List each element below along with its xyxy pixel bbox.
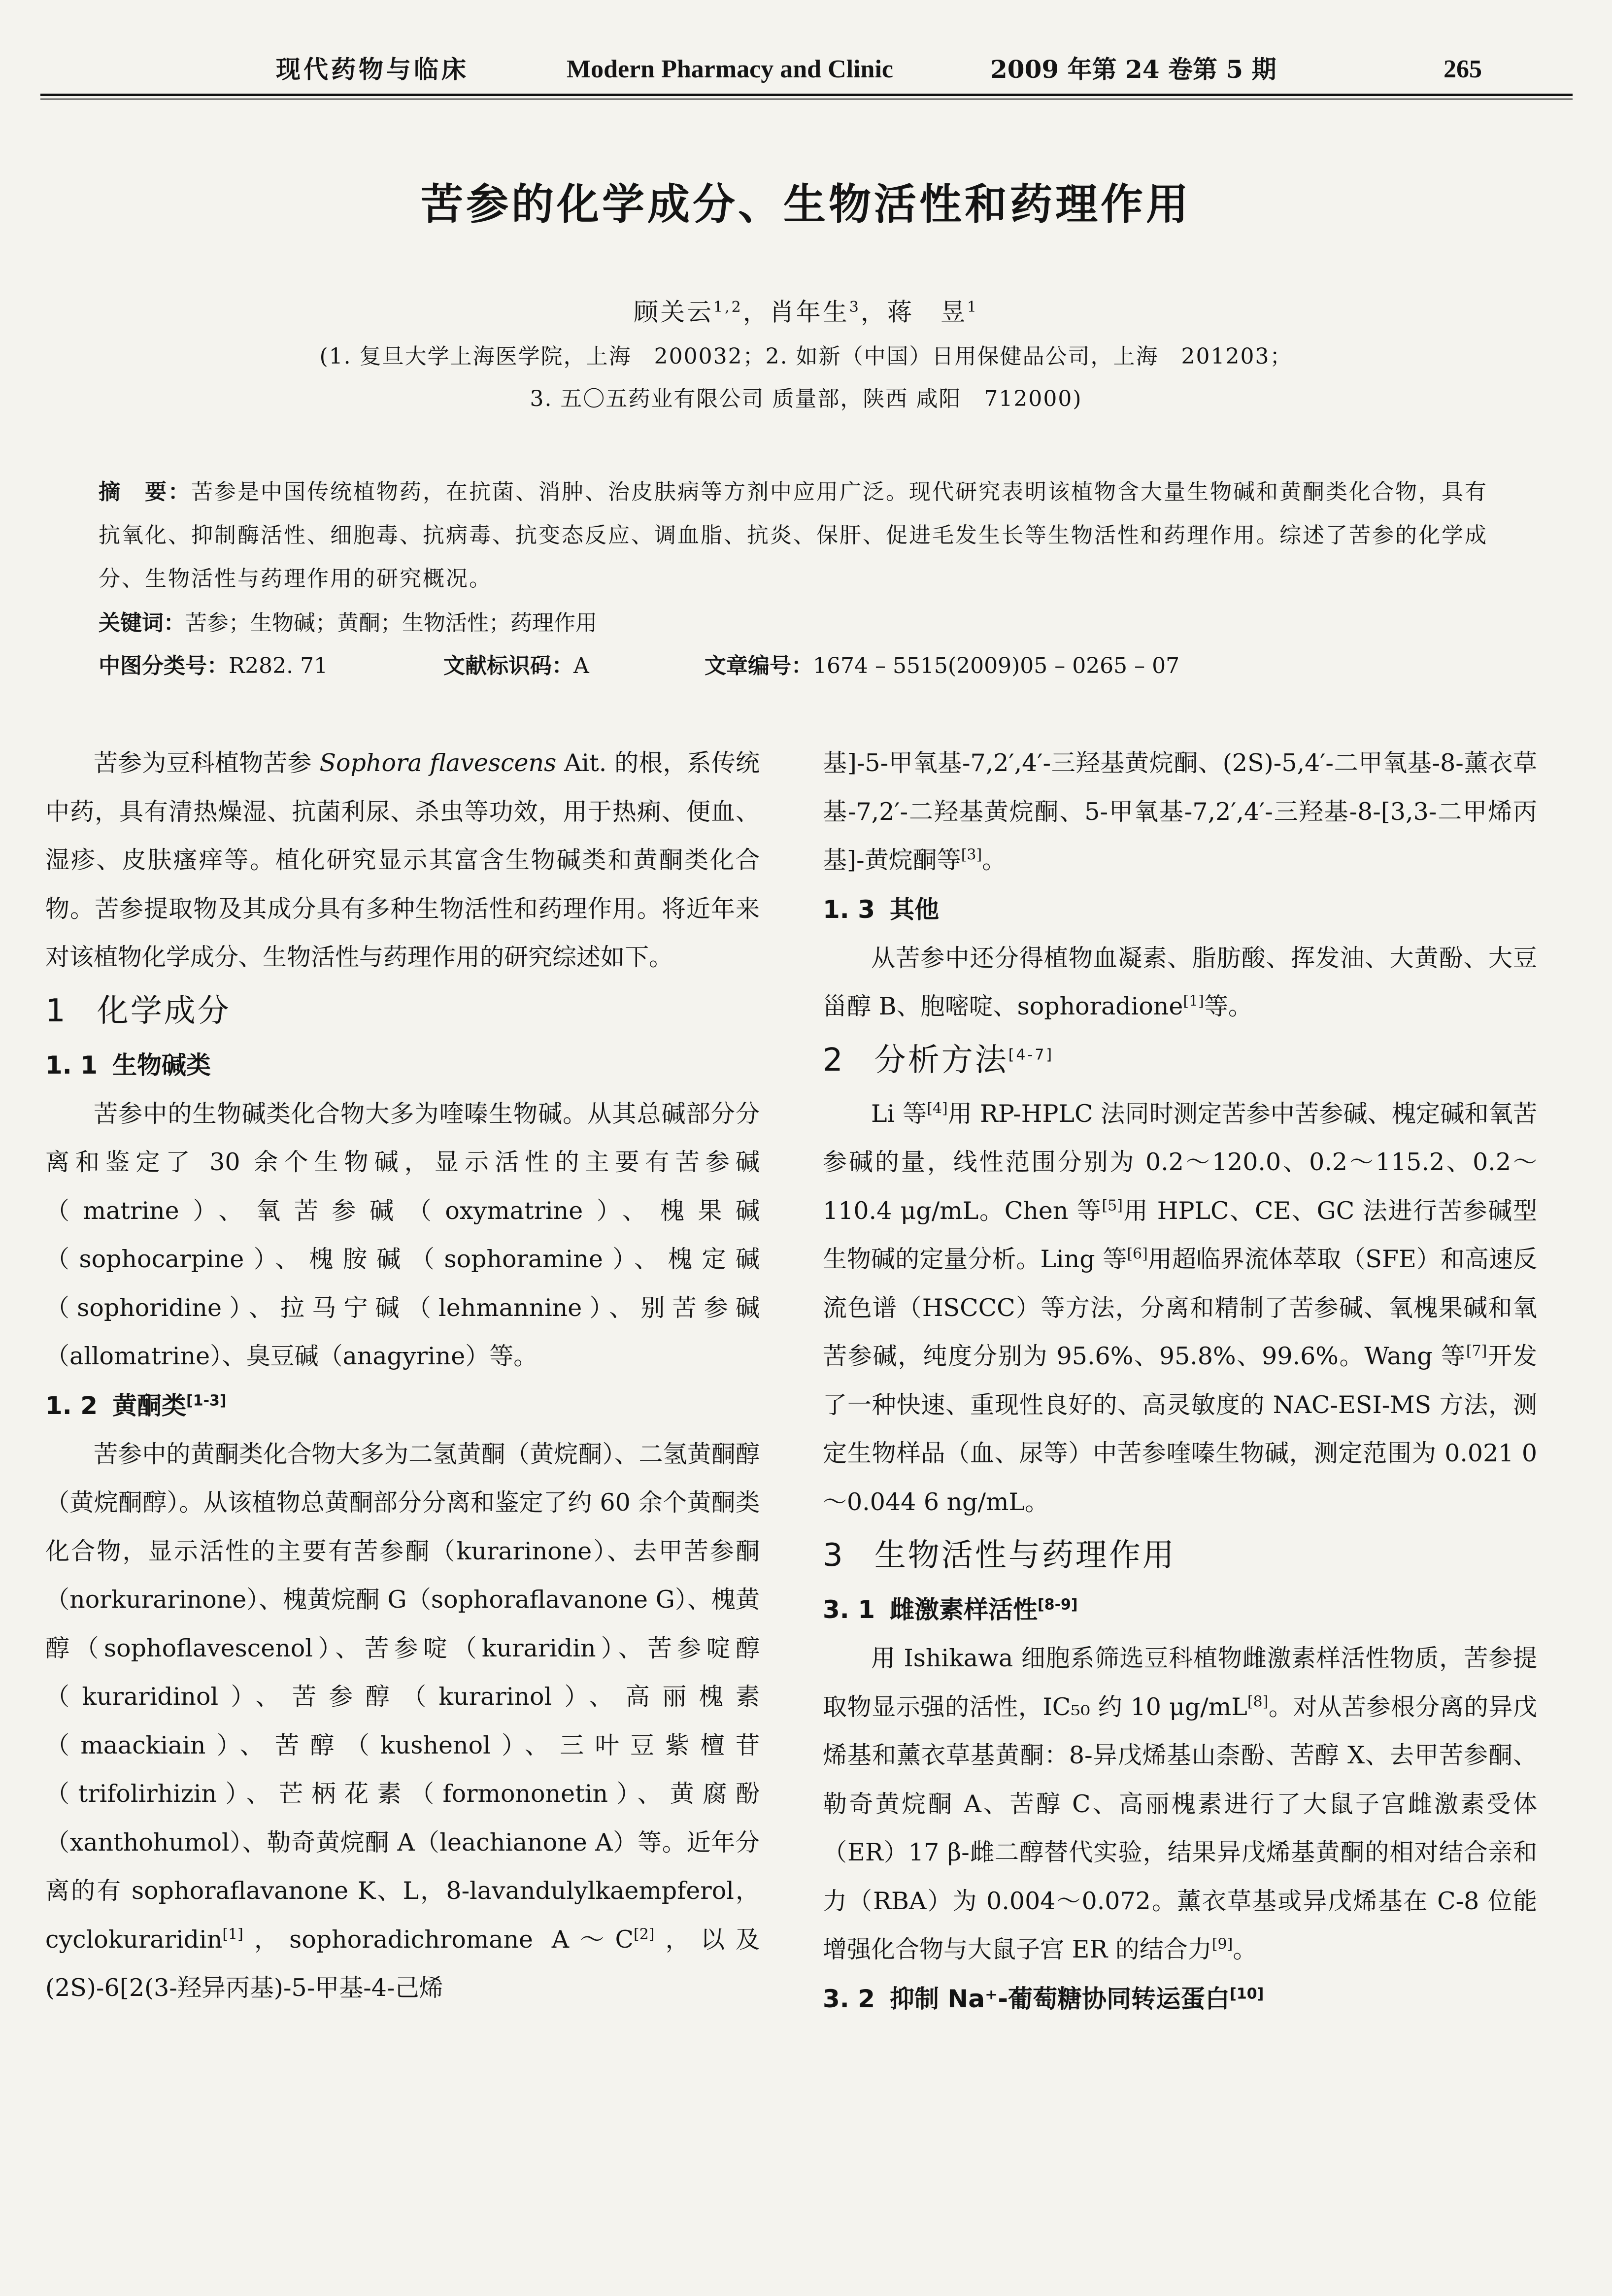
citation: [1-3]	[186, 1391, 227, 1409]
citation: [9]	[1211, 1935, 1233, 1953]
journal-name-en: Modern Pharmacy and Clinic	[567, 55, 893, 83]
citation: [8]	[1247, 1693, 1269, 1711]
citation: [10]	[1230, 1985, 1264, 2002]
author-name: 蒋 昱	[887, 298, 967, 327]
keywords	[99, 604, 1493, 643]
abstract-label: 摘 要：	[99, 479, 191, 505]
keywords-text: 苦参；生物碱；黄酮；生物活性；药理作用	[185, 610, 597, 636]
section-heading: 1 化学成分	[45, 992, 231, 1029]
affiliation-line-2: 3. 五〇五药业有限公司 质量部，陕西 咸阳 712000)	[530, 386, 1082, 411]
body-column-right	[823, 739, 1537, 2024]
author-affil-mark: 1,2	[713, 299, 743, 316]
clc-number	[99, 646, 328, 686]
clc-label: 中图分类号：	[99, 653, 229, 678]
keywords-label: 关键词：	[99, 610, 185, 636]
species-name: Sophora flavescens	[319, 749, 557, 777]
body-paragraph: Li 等[4]用 RP-HPLC 法同时测定苦参中苦参碱、槐定碱和氧苦参碱的量，线性范围分别为 0.2～120.0、0.2～115.2、0.2～110.4 μg/mL。Chen 等[5]用 HPLC、CE、GC 法进行苦参碱型生物碱的定量分析。Ling 等[6]用超临界流体萃取（SFE）和高速反流色谱（HSCCC）等方法，分离和精制了苦参碱、氧槐果碱和氧苦参碱，纯度分别为 95.6%、95.8%、99.6%。Wang 等[7]开发了一种快速、重现性良好的、高灵敏度的 NAC-ESI-MS 方法，测定生物样品（血、尿等）中苦参喹嗪生物碱，测定范围为 0.021 0～0.044 6 ng/mL。	[823, 1099, 1537, 1516]
document-code	[443, 646, 589, 686]
abstract	[99, 471, 1493, 601]
journal-name-cn: 现代药物与临床	[276, 55, 469, 84]
body-paragraph: 基]-5-甲氧基-7,2′,4′-三羟基黄烷酮、(2S)-5,4′-二甲氧基-8-薰衣草基-7,2′-二羟基黄烷酮、5-甲氧基-7,2′,4′-三羟基-8-[3,3-二甲烯丙基]-黄烷酮等[3]。	[823, 749, 1537, 874]
header-rule-thin	[40, 99, 1573, 100]
body-column-left	[45, 739, 760, 2013]
document-code-value: A	[573, 653, 589, 678]
citation: [6]	[1127, 1245, 1148, 1263]
article-number-label: 文章编号：	[705, 653, 813, 678]
clc-value: R282. 71	[229, 653, 328, 678]
citation: [1]	[1183, 992, 1204, 1010]
section-heading: 2 分析方法[4-7]	[823, 1042, 1054, 1079]
subsection-heading: 3. 2 抑制 Na⁺-葡萄糖协同转运蛋白[10]	[823, 1984, 1264, 2013]
citation: [4]	[927, 1100, 948, 1117]
body-paragraph: 从苦参中还分得植物血凝素、脂肪酸、挥发油、大黄酚、大豆甾醇 B、胞嘧啶、sophoradione[1]等。	[823, 944, 1537, 1020]
citation: [3]	[961, 846, 982, 864]
article-number-value: 1674 – 5515(2009)05 – 0265 – 07	[813, 653, 1180, 678]
body-paragraph: 用 Ishikawa 细胞系筛选豆科植物雌激素样活性物质，苦参提取物显示强的活性，IC₅₀ 约 10 μg/mL[8]。对从苦参根分离的异戊烯基和薰衣草基黄酮：8-异戊烯基山柰酚、苦醇 X、去甲苦参酮、勒奇黄烷酮 A、苦醇 C、高丽槐素进行了大鼠子宫雌激素受体（ER）17 β-雌二醇替代实验，结果异戊烯基黄酮的相对结合亲和力（RBA）为 0.004～0.072。薰衣草基或异戊烯基在 C-8 位能增强化合物与大鼠子宫 ER 的结合力[9]。	[823, 1644, 1537, 1963]
body-paragraph: 苦参中的黄酮类化合物大多为二氢黄酮（黄烷酮）、二氢黄酮醇（黄烷酮醇）。从该植物总黄酮部分分离和鉴定了约 60 余个黄酮类化合物，显示活性的主要有苦参酮（kurarinone）、去甲苦参酮（norkurarinone）、槐黄烷酮 G（sophoraflavanone G）、槐黄醇（sophoflavescenol）、苦参啶（kuraridin）、苦参啶醇（kuraridinol）、苦参醇（kurarinol）、高丽槐素（maackiain）、苦醇（kushenol）、三叶豆紫檀苷（trifolirhizin）、芒柄花素（formononetin）、黄腐酚（xanthohumol）、勒奇黄烷酮 A（leachianone A）等。近年分离的有 sophoraflavanone K、L，8-lavandulylkaempferol，cyclokuraridin[1]，sophoradichromane A～C[2]，以及(2S)-6[2(3-羟异丙基)-5-甲基-4-己烯	[45, 1440, 760, 2002]
subsection-heading: 3. 1 雌激素样活性[8-9]	[823, 1595, 1078, 1624]
citation: [4-7]	[1008, 1046, 1054, 1064]
author-name: 顾关云	[634, 298, 714, 327]
citation: [5]	[1102, 1197, 1123, 1215]
running-header	[0, 47, 1612, 92]
header-rule-thick	[40, 94, 1573, 96]
citation: [8-9]	[1037, 1596, 1078, 1614]
abstract-text: 苦参是中国传统植物药，在抗菌、消肿、治皮肤病等方剂中应用广泛。现代研究表明该植物含大量生物碱和黄酮类化合物，具有抗氧化、抑制酶活性、细胞毒、抗病毒、抗变态反应、调血脂、抗炎、保肝、促进毛发生长等生物活性和药理作用。综述了苦参的化学成分、生物活性与药理作用的研究概况。	[99, 479, 1488, 591]
document-code-label: 文献标识码：	[443, 653, 573, 678]
section-heading: 3 生物活性与药理作用	[823, 1537, 1176, 1574]
author-name: 肖年生	[769, 298, 849, 327]
issue-info: 2009 年第 24 卷第 5 期	[990, 55, 1276, 84]
article-number	[705, 646, 1179, 686]
citation: [2]	[634, 1925, 655, 1943]
affiliation-line-1: (1. 复旦大学上海医学院，上海 200032；2. 如新（中国）日用保健品公司，上海 201203；	[319, 344, 1293, 369]
subsection-heading: 1. 1 生物碱类	[45, 1050, 211, 1080]
citation: [7]	[1466, 1342, 1487, 1360]
author-line: 顾关云$^{1,2}$，肖年生$^3$，蒋 昱$^1$	[634, 298, 978, 327]
article-title: 苦参的化学成分、生物活性和药理作用	[421, 180, 1191, 229]
subsection-heading: 1. 2 黄酮类[1-3]	[45, 1391, 227, 1420]
subsection-heading: 1. 3 其他	[823, 895, 939, 924]
page-number: 265	[1444, 55, 1482, 83]
author-affil-mark: 3	[849, 299, 861, 316]
author-affil-mark: 1	[967, 299, 978, 316]
citation: [1]	[222, 1925, 243, 1943]
body-paragraph: 苦参中的生物碱类化合物大多为喹嗪生物碱。从其总碱部分分离和鉴定了 30 余个生物碱，显示活性的主要有苦参碱（matrine）、氧苦参碱（oxymatrine）、槐果碱（sophocarpine）、槐胺碱（sophoramine）、槐定碱（sophoridine）、拉马宁碱（lehmannine）、别苦参碱（allomatrine）、臭豆碱（anagyrine）等。	[45, 1099, 760, 1370]
intro-paragraph: 苦参为豆科植物苦参 Sophora flavescens Ait. 的根，系传统中药，具有清热燥湿、抗菌利尿、杀虫等功效，用于热痢、便血、湿疹、皮肤瘙痒等。植化研究显示其富含生物碱类和黄酮类化合物。苦参提取物及其成分具有多种生物活性和药理作用。将近年来对该植物化学成分、生物活性与药理作用的研究综述如下。	[45, 749, 760, 971]
